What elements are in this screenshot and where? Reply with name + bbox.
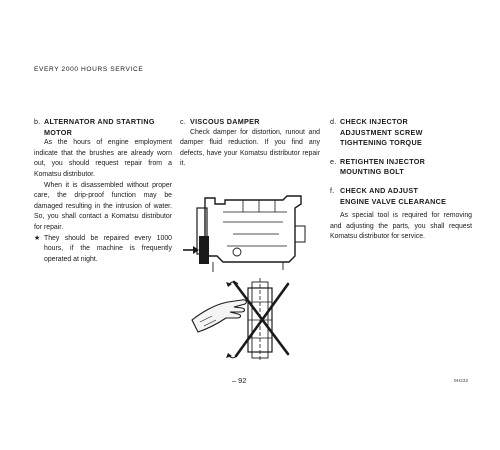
damper-paragraph: Check damper for distortion, runout and damper fluid reduction. If you find any defects, have your Komatsu distributor repair it. bbox=[180, 128, 320, 168]
heading-letter: d. bbox=[330, 117, 337, 126]
alternator-heading bbox=[34, 117, 172, 138]
figure-code: 9H232 bbox=[454, 379, 469, 384]
heading-line: ALTERNATOR AND STARTING bbox=[44, 117, 155, 126]
heading-line: MOUNTING BOLT bbox=[340, 167, 405, 177]
valve-clearance-paragraph: As special tool is required for removing and adjusting the parts, you shall request Komatsu distributor for service. bbox=[330, 212, 472, 241]
heading-letter: c. bbox=[180, 117, 187, 126]
engine-damper-illustration bbox=[183, 186, 313, 286]
alternator-paragraph: When it is disassembled without proper care, the drip-proof function may be damaged resulting in the intrusion of water. So, you shall contact a Komatsu distributor for repair. bbox=[34, 181, 172, 231]
heading-line: MOTOR bbox=[44, 127, 73, 137]
star-icon: ★ bbox=[34, 234, 41, 242]
heading-line: CHECK INJECTOR bbox=[340, 117, 408, 126]
damper-heading bbox=[180, 117, 320, 128]
heading-line: RETIGHTEN INJECTOR bbox=[340, 156, 426, 166]
heading-line: VISCOUS DAMPER bbox=[190, 117, 260, 126]
section-viscous-damper bbox=[180, 117, 320, 170]
alternator-note bbox=[34, 234, 172, 266]
heading-letter: f. bbox=[330, 185, 335, 195]
damper-inspection-illustration bbox=[190, 276, 300, 364]
section-injector bbox=[330, 117, 472, 243]
valve-clearance-heading bbox=[330, 186, 472, 207]
heading-line: CHECK AND ADJUST bbox=[340, 185, 419, 195]
page-number: – 92 bbox=[232, 376, 247, 385]
alternator-paragraph: As the hours of engine employment indicate that the brushes are already worn out, you should request repair from a Komatsu distributor. bbox=[34, 139, 172, 178]
heading-line: ADJUSTMENT SCREW bbox=[340, 127, 423, 137]
injector-torque-heading bbox=[330, 117, 472, 149]
injector-bolt-heading bbox=[330, 157, 472, 178]
heading-line: ENGINE VALVE CLEARANCE bbox=[340, 196, 447, 206]
heading-letter: e. bbox=[330, 156, 337, 166]
heading-line: TIGHTENING TORQUE bbox=[340, 138, 423, 148]
heading-letter: b. bbox=[34, 117, 41, 126]
page-header: EVERY 2000 HOURS SERVICE bbox=[34, 66, 144, 73]
note-text: They should be repaired every 1000 hours, if the machine is frequently operated at night. bbox=[44, 234, 172, 263]
section-alternator bbox=[34, 117, 172, 265]
